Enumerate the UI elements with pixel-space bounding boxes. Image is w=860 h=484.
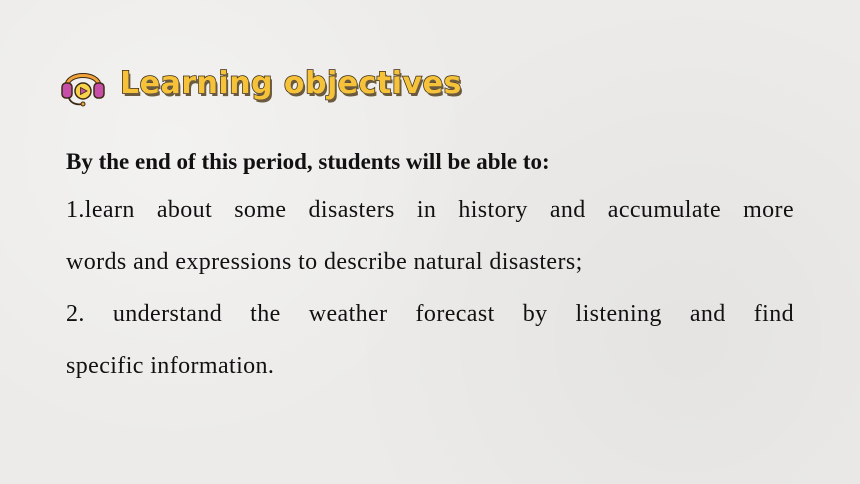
page-title: Learning objectives: [120, 66, 462, 101]
objective-1-line-1: 1.learn about some disasters in history and accumulate more: [66, 197, 794, 223]
objective-2-line-2: specific information.: [66, 353, 275, 379]
objective-item-1: [66, 184, 794, 288]
objective-2-line-1: 2. understand the weather forecast by listening and find: [66, 301, 794, 327]
objectives-lead: By the end of this period, students will be able to:: [66, 149, 550, 174]
headset-icon: [58, 59, 108, 109]
objectives-content: [66, 140, 794, 392]
objective-1-line-2: words and expressions to describe natural disasters;: [66, 249, 583, 275]
slide-header: [58, 58, 462, 110]
objective-item-2: [66, 288, 794, 392]
